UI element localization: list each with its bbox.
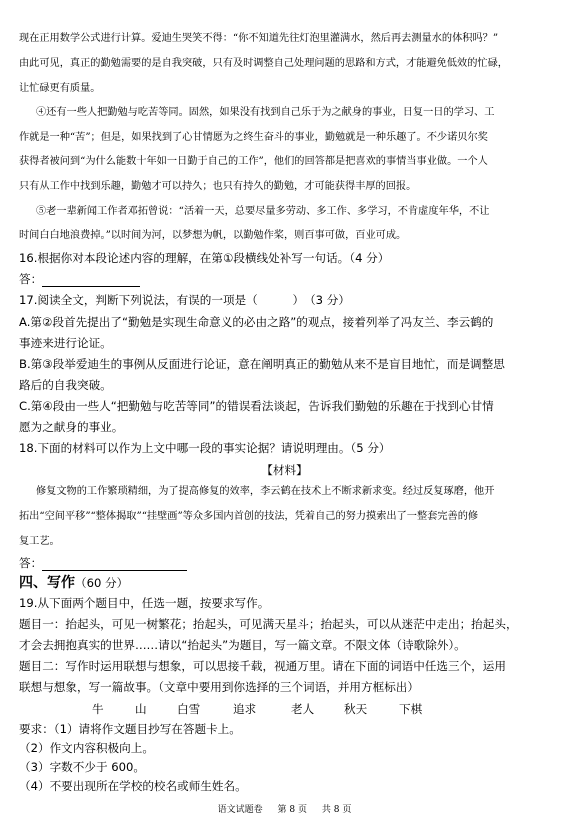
word-item: 白雪	[177, 702, 201, 716]
word-item: 山	[135, 702, 147, 716]
passage-line: 让忙碌更有质量。	[19, 83, 101, 94]
question-17-option-a-cont: 事迹来进行论证。	[19, 336, 112, 350]
material-title: 【材料】	[261, 463, 308, 477]
question-17-option-b: B.第③段举爱迪生的事例从反面进行论证，意在阐明真正的勤勉从来不是盲目地忙，而是调整思	[19, 357, 505, 371]
section-heading	[19, 574, 128, 592]
question-17: 17.阅读全文，判断下列说法，有误的一项是（ ） （3 分）	[19, 293, 350, 307]
passage-line: 现在正用数学公式进行计算。爱迪生哭笑不得：“你不知道先往灯泡里灌满水，然后再去测量水的体积吗？”	[19, 33, 499, 44]
passage-paragraph-4: ④还有一些人把勤勉与吃苦等同。固然，如果没有找到自己乐于为之献身的事业，日复一日的学习、工	[36, 107, 495, 118]
material-line: 复工艺。	[19, 536, 60, 547]
requirement-item: （3）字数不少于 600。	[19, 760, 145, 774]
answer-label: 答：	[19, 272, 43, 286]
prompt-2-line: 联想与想象，写一篇故事。（文章中要用到你选择的三个词语，并用方框标出）	[19, 680, 419, 694]
footer-page: 第 8 页	[277, 805, 307, 815]
question-17-option-a: A.第②段首先提出了“勤勉是实现生命意义的必由之路”的观点，接着列举了冯友兰、李云鹤的	[19, 315, 494, 329]
question-17-option-c-cont: 愿为之献身的事业。	[19, 420, 124, 434]
prompt-1-line: 才会去拥抱真实的世界……请以“抬起头”为题目，写一篇文章。不限文体（诗歌除外）。	[19, 638, 466, 652]
question-18: 18.下面的材料可以作为上文中哪一段的事实论据？请说明理由。（5 分）	[19, 441, 391, 455]
question-17-option-c: C.第④段由一些人“把勤勉与吃苦等同”的错误看法谈起，告诉我们勤勉的乐趣在于找到心甘情	[19, 399, 494, 413]
passage-line: 时间白白地浪费掉。”以时间为河，以梦想为帆，以勤勉作桨，则百事可做，百业可成。	[19, 230, 407, 241]
material-line: 修复文物的工作繁琐精细，为了提高修复的效率，李云鹤在技术上不断求新求变。经过反复琢磨，他开	[36, 486, 495, 497]
requirement-item: （2）作文内容积极向上。	[19, 741, 154, 755]
passage-line: 只有从工作中找到乐趣，勤勉才可以持久；也只有持久的勤勉，才可能获得丰厚的回报。	[19, 181, 417, 192]
passage-line: 作就是一种“苦”；但是，如果找到了心甘情愿为之终生奋斗的事业，勤勉就是一种乐趣了。不少诺贝尔奖	[19, 132, 488, 143]
question-18-answer	[19, 556, 187, 571]
footer-total: 共 8 页	[321, 805, 352, 815]
answer-label: 答：	[19, 556, 43, 570]
passage-line: 获得者被问到“为什么能数十年如一日勤于自己的工作”，他们的回答都是把喜欢的事情当事业做。一个人	[19, 156, 488, 167]
question-16: 16.根据你对本段论述内容的理解，在第①段横线处补写一句话。（4 分）	[19, 251, 390, 265]
prompt-1-line: 题目一：抬起头，可见一树繁花；抬起头，可见满天星斗；抬起头，可以从迷茫中走出；抬起头，	[19, 617, 518, 631]
answer-blank[interactable]	[42, 273, 140, 287]
question-16-answer	[19, 272, 140, 287]
requirement-item: 要求：（1）请将作文题目抄写在答题卡上。	[19, 722, 241, 736]
page-footer	[0, 802, 569, 815]
requirement-item: （4）不要出现所在学校的校名或师生姓名。	[19, 779, 247, 793]
answer-blank[interactable]	[42, 557, 187, 571]
prompt-2-line: 题目二：写作时运用联想与想象，可以思接千载，视通万里。请在下面的词语中任选三个，运用	[19, 659, 506, 673]
question-19: 19.从下面两个题目中，任选一题，按要求写作。	[19, 596, 270, 610]
word-list	[0, 701, 569, 717]
footer-subject: 语文试题卷	[217, 805, 263, 815]
word-item: 下棋	[399, 702, 423, 716]
section-title: 四、写作	[19, 575, 75, 591]
question-17-option-b-cont: 路后的自我突破。	[19, 378, 112, 392]
word-item: 追求	[233, 702, 257, 716]
word-item: 老人	[291, 702, 315, 716]
passage-paragraph-5: ⑤老一辈新闻工作者邓拓曾说：“活着一天，总要尽量多劳动、多工作、多学习，不肯虚度年华，不让	[36, 206, 490, 217]
word-item: 秋天	[344, 702, 368, 716]
word-item: 牛	[92, 702, 104, 716]
section-points: （60 分）	[75, 576, 129, 590]
passage-line: 由此可见，真正的勤勉需要的是自我突破，只有及时调整自己处理问题的思路和方式，才能避免低效的忙碌，	[19, 58, 508, 69]
material-line: 拓出“空间平移”“整体揭取”“挂壁画”等众多国内首创的技法，凭着自己的努力摸索出了一整套完善的修	[19, 511, 479, 522]
